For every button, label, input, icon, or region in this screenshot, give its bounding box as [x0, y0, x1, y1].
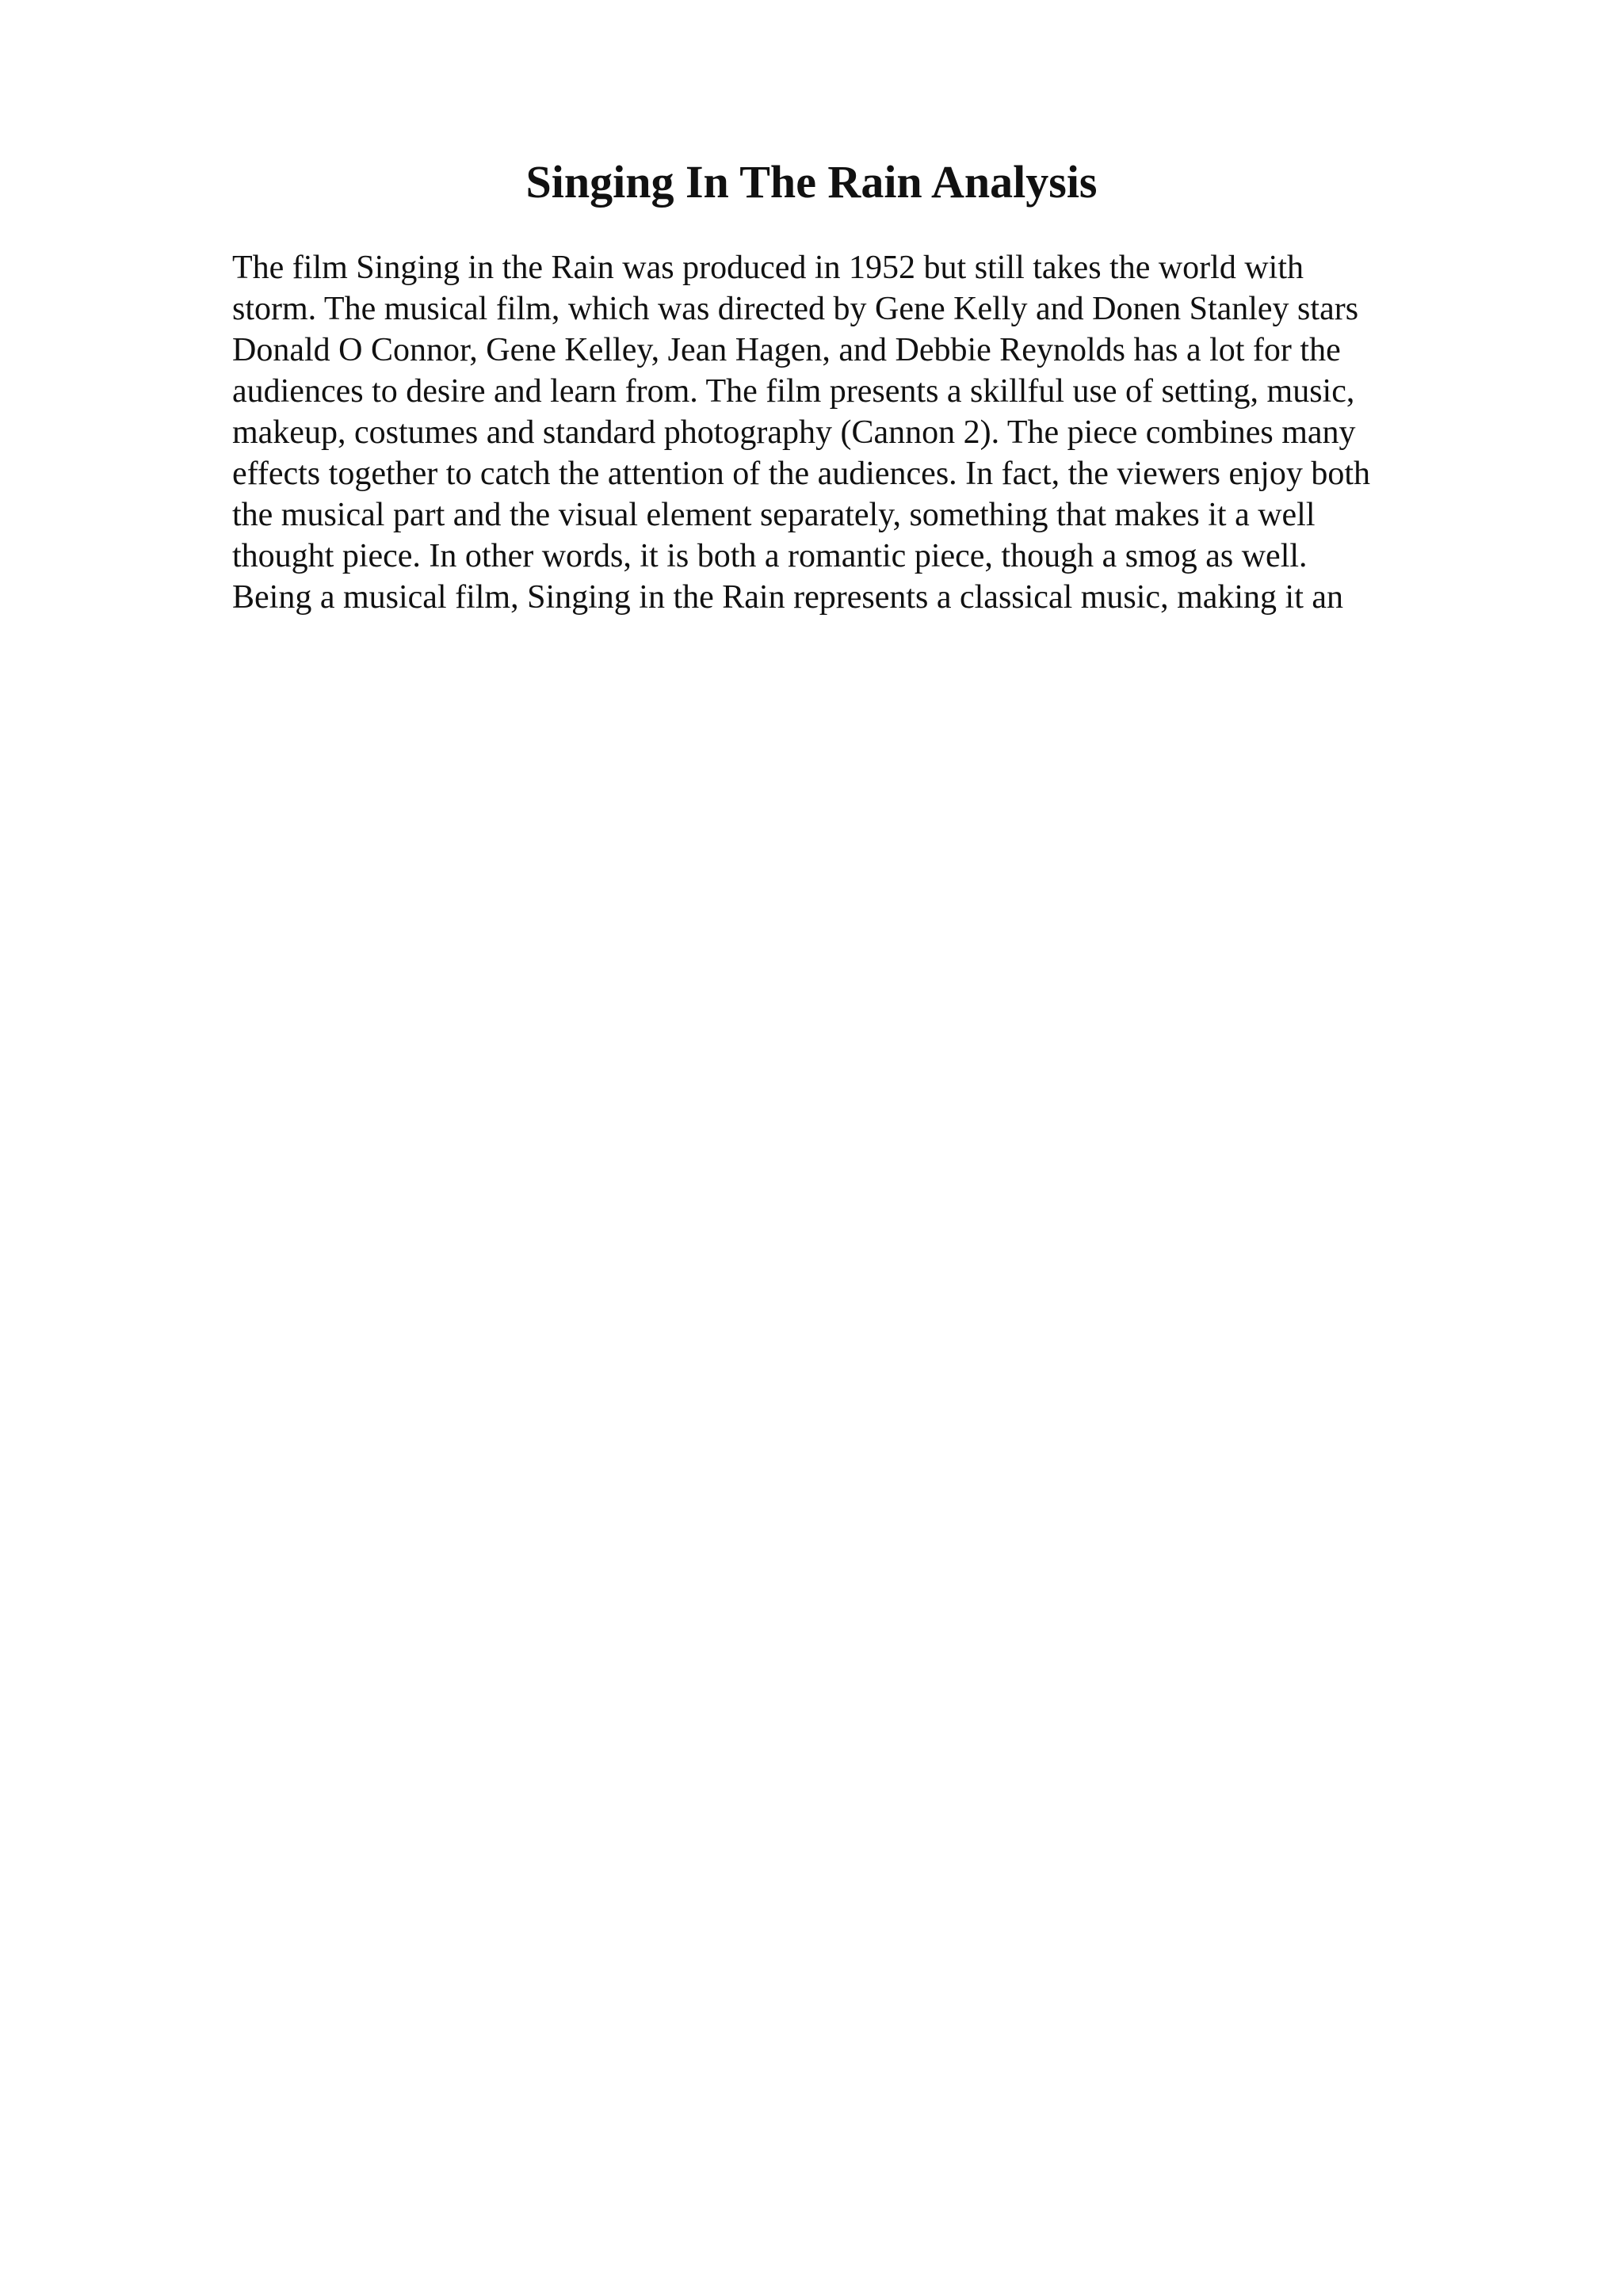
paragraph-line: thought piece. In other words, it is both a romantic piece, though a smog as well. — [232, 538, 1308, 574]
paragraph-line: the musical part and the visual element separately, something that makes it a well — [232, 497, 1316, 533]
paragraph-line: Being a musical film, Singing in the Rain represents a classical music, making it an — [232, 579, 1344, 616]
paragraph-line: makeup, costumes and standard photography (Cannon 2). The piece combines many — [232, 414, 1356, 451]
paragraph-line: effects together to catch the attention of the audiences. In fact, the viewers enjoy both — [232, 456, 1370, 492]
paragraph-line: storm. The musical film, which was directed by Gene Kelly and Donen Stanley stars — [232, 291, 1359, 327]
body-paragraph — [232, 247, 1532, 618]
paragraph-line: The film Singing in the Rain was produced in 1952 but still takes the world with — [232, 250, 1304, 286]
paragraph-line: Donald O Connor, Gene Kelley, Jean Hagen, and Debbie Reynolds has a lot for the — [232, 332, 1341, 368]
page-title: Singing In The Rain Analysis — [525, 156, 1098, 208]
paragraph-line: audiences to desire and learn from. The film presents a skillful use of setting, music, — [232, 373, 1355, 410]
